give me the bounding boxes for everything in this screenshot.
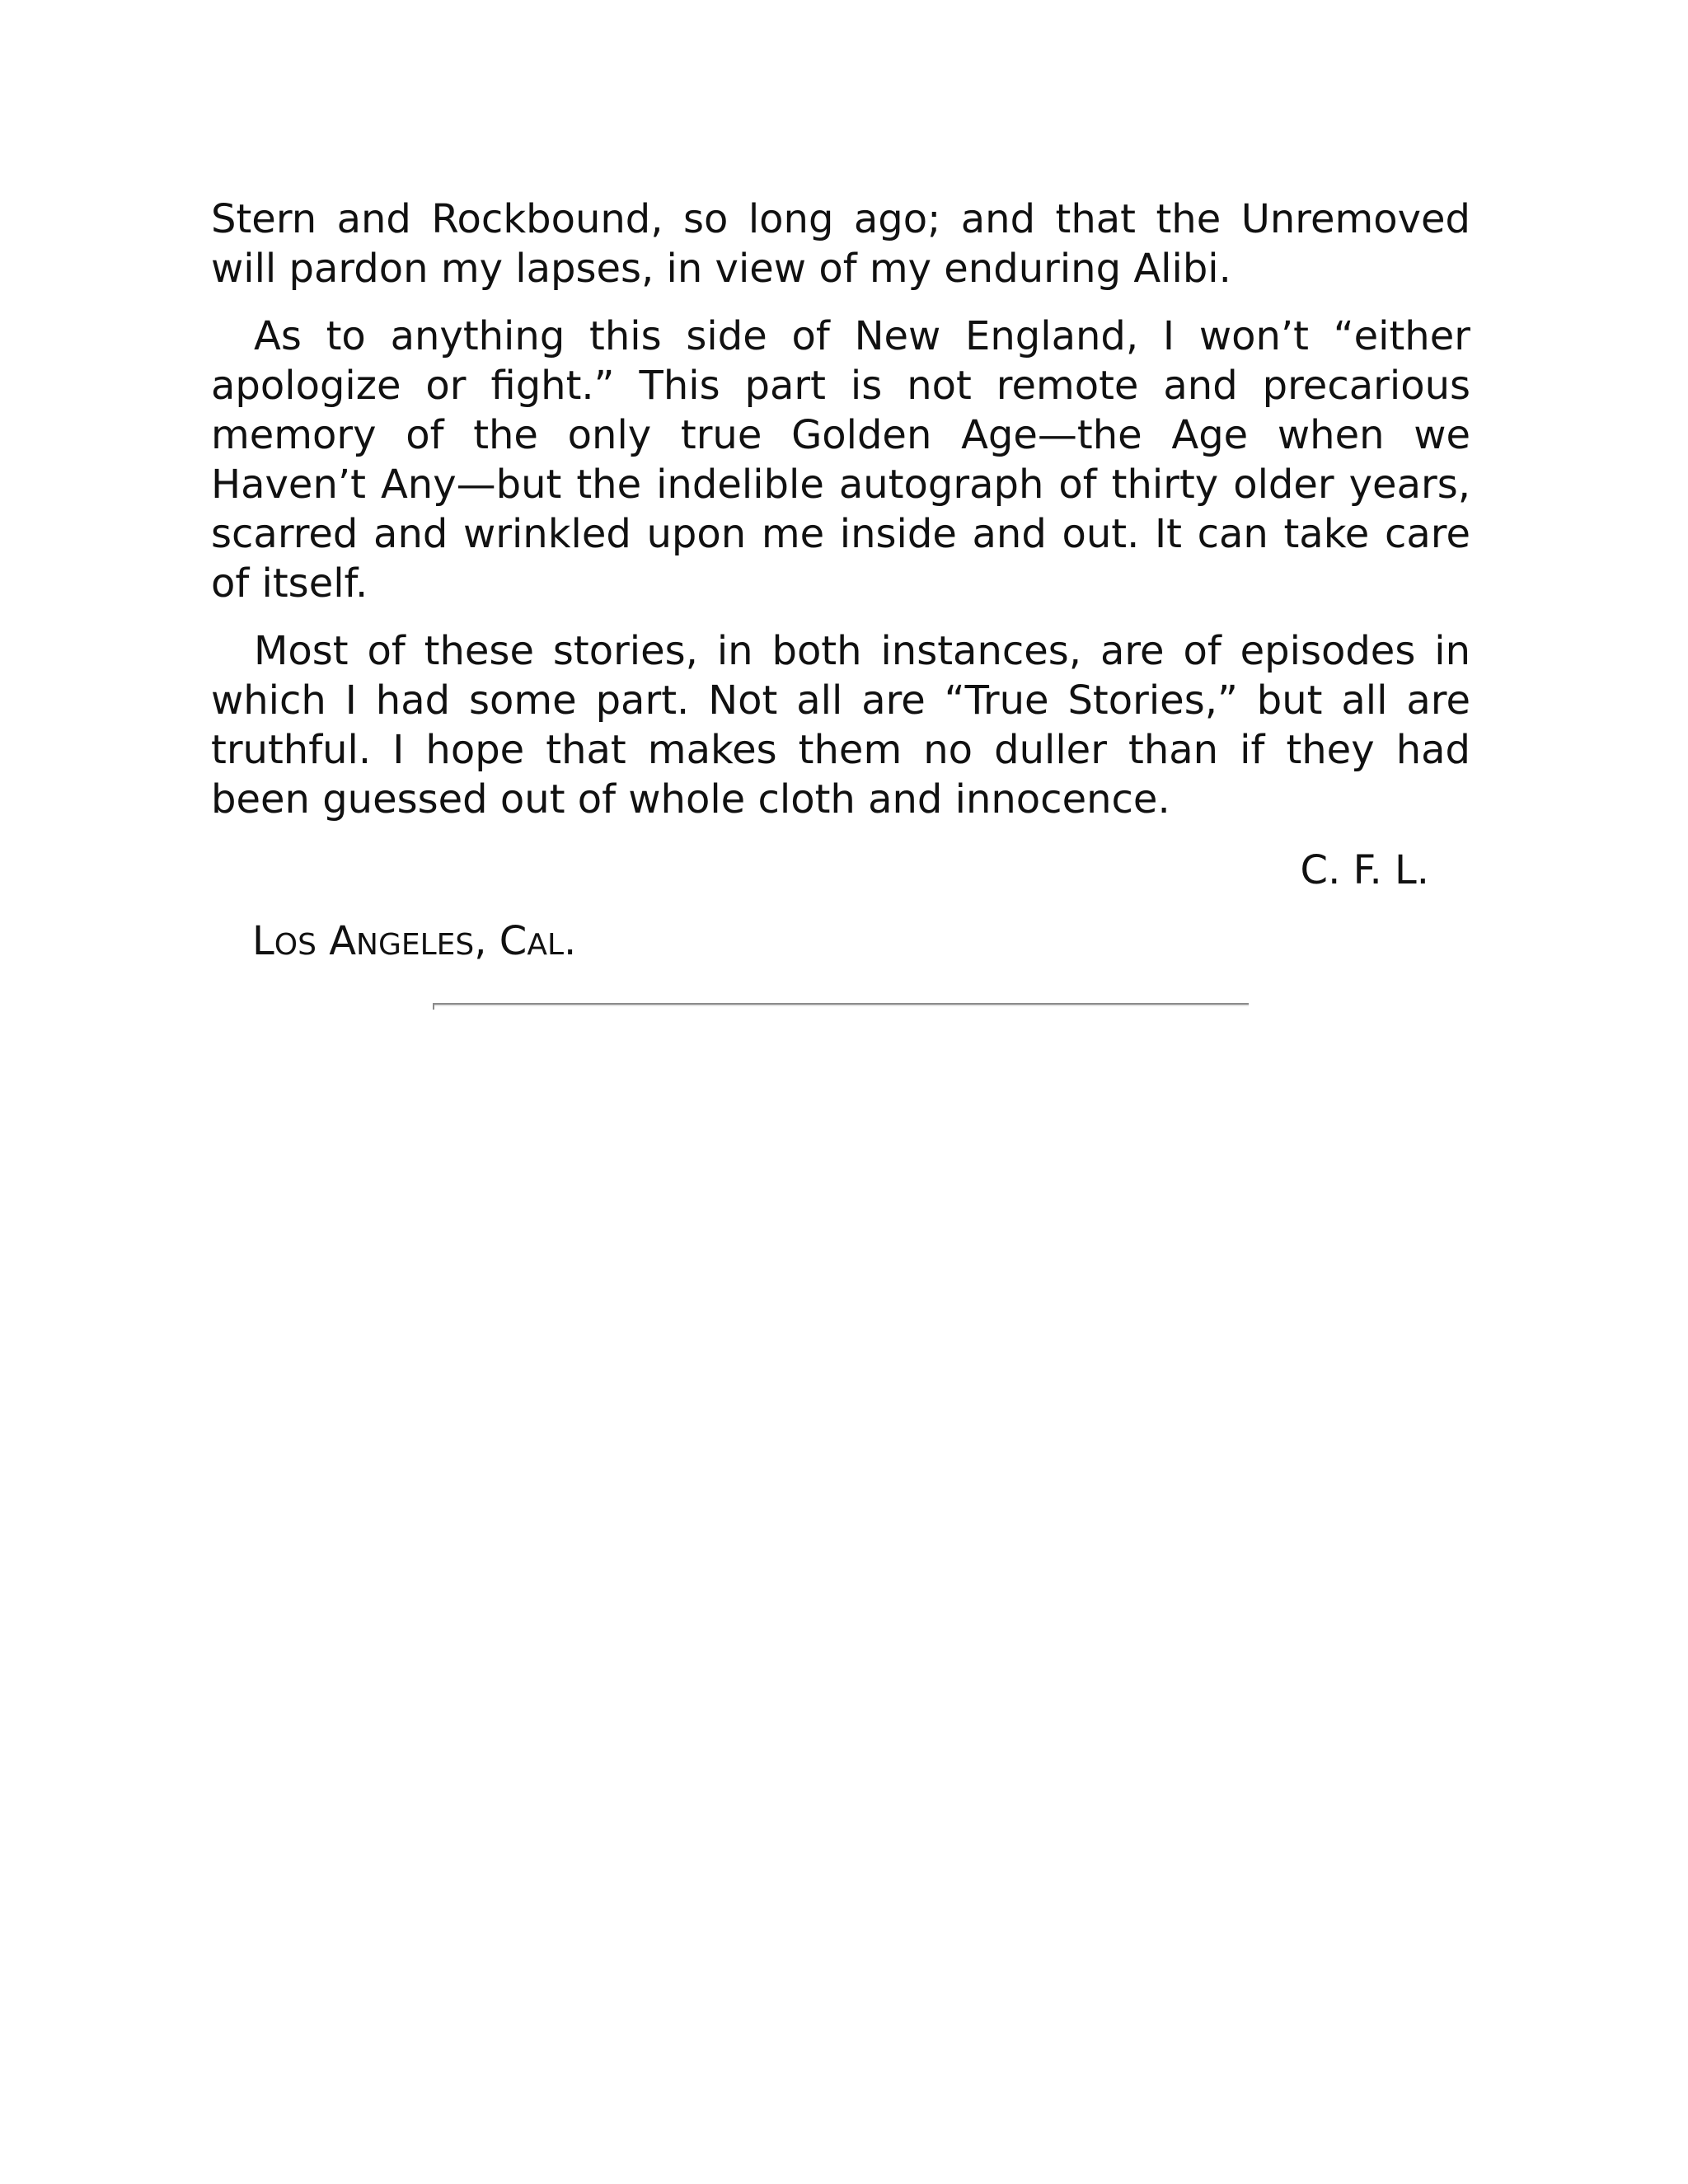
- place-l-initial: L: [252, 918, 274, 964]
- signature-initials: C. F. L.: [1300, 847, 1429, 893]
- place-line: [211, 916, 1470, 966]
- body-text: [211, 194, 1470, 966]
- place-a-initial: A: [329, 918, 357, 964]
- paragraph-2: As to anything this side of New England, I won’t “either apologize or fight.” This part is not remote and precarious memory of the only true Golden Age—the Age when we Haven’t Any—but the indelible autograph of thirty older years, scarred and wrinkled upon me inside and out. It can take care of itself.: [211, 313, 1470, 607]
- place-end: .: [564, 918, 577, 964]
- place-a-rest: NGELES: [356, 928, 475, 962]
- place-c-initial: C: [499, 918, 528, 964]
- place-l-rest: OS: [274, 928, 316, 962]
- paragraph-3: Most of these stories, in both instances, are of episodes in which I had some part. Not all are “True Stories,” but all are truthful. I hope that makes them no duller than if they had been guessed out of whole cloth and innocence.: [211, 628, 1470, 823]
- place-separator: ,: [474, 918, 499, 964]
- paragraph-1: Stern and Rockbound, so long ago; and that the Unremoved will pardon my lapses, in view of my enduring Alibi.: [211, 196, 1470, 292]
- section-divider: [433, 1003, 1249, 1006]
- place-c-rest: AL: [527, 928, 564, 962]
